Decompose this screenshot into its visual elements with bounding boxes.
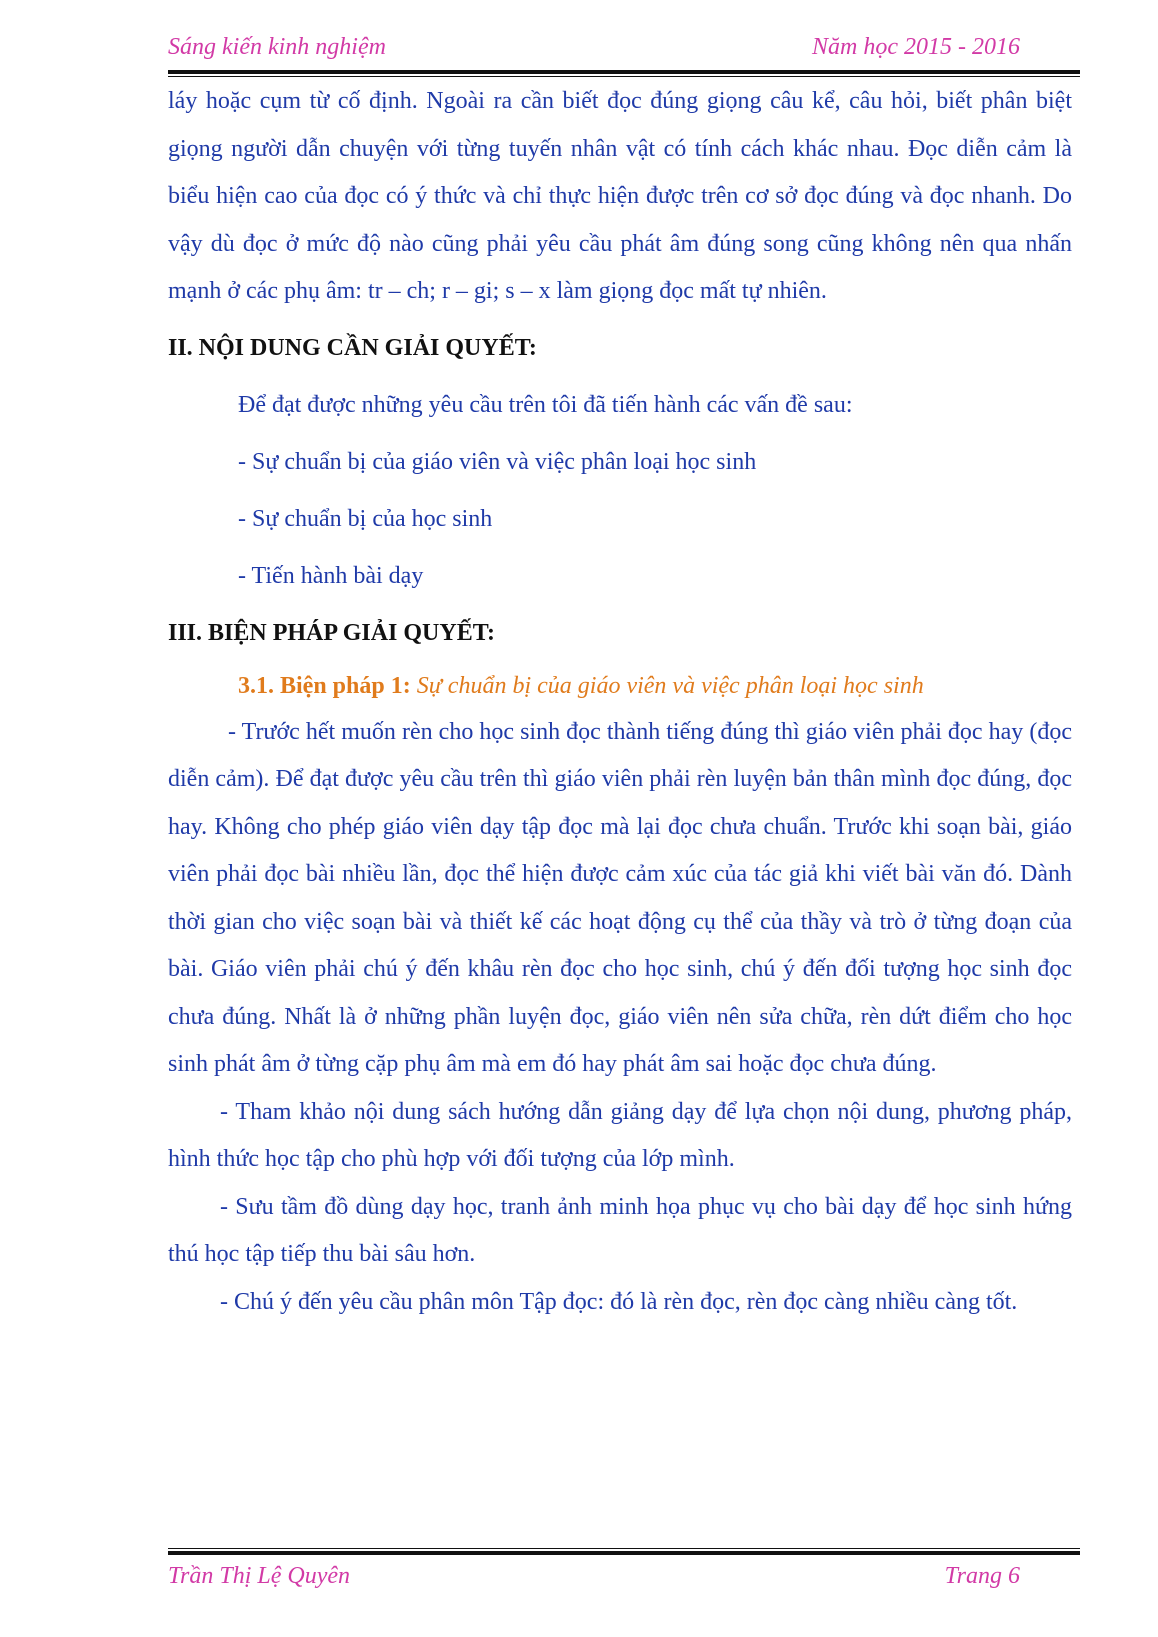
section-2-item: - Tiến hành bài dạy <box>238 562 424 589</box>
section-2-item: - Sự chuẩn bị của giáo viên và việc phân loại học sinh <box>238 448 757 475</box>
measure-1-title: Sự chuẩn bị của giáo viên và việc phân loại học sinh <box>416 672 924 699</box>
footer-author: Trần Thị Lệ Quyên <box>168 1563 351 1589</box>
intro-paragraph: láy hoặc cụm từ cố định. Ngoài ra cần biết đọc đúng giọng câu kể, câu hỏi, biết phân biệt giọng người dẫn chuyện với từng tuyến nhân vật có tính cách khác nhau. Đọc diễn cảm là biểu hiện cao của đọc có ý thức và chỉ thực hiện được trên cơ sở đọc đúng và đọc nhanh. Do vậy dù đọc ở mức độ nào cũng phải yêu cầu phát âm đúng song cũng không nên qua nhấn mạnh ở các phụ âm: tr – ch; r – gi; s – x làm giọng đọc mất tự nhiên. <box>168 88 1072 304</box>
footer-page-number: Trang 6 <box>944 1563 1020 1589</box>
header-title: Sáng kiến kinh nghiệm <box>168 34 386 60</box>
section-2-lead: Để đạt được những yêu cầu trên tôi đã tiến hành các vấn đề sau: <box>238 391 853 418</box>
footer-divider <box>168 1548 1080 1555</box>
page-footer <box>168 1563 1050 1590</box>
measure-1-paragraph: - Sưu tầm đồ dùng dạy học, tranh ảnh minh họa phục vụ cho bài dạy để học sinh hứng thú học tập tiếp thu bài sâu hơn. <box>168 1193 1072 1267</box>
measure-1-heading <box>238 663 1072 709</box>
page-body <box>168 78 1072 1326</box>
header-divider <box>168 70 1080 77</box>
measure-1-paragraph: - Tham khảo nội dung sách hướng dẫn giảng dạy để lựa chọn nội dung, phương pháp, hình thức học tập cho phù hợp với đối tượng của lớp mình. <box>168 1098 1072 1172</box>
measure-1-paragraph: - Trước hết muốn rèn cho học sinh đọc thành tiếng đúng thì giáo viên phải đọc hay (đọc diễn cảm). Để đạt được yêu cầu trên thì giáo viên phải rèn luyện bản thân mình đọc đúng, đọc hay. Không cho phép giáo viên dạy tập đọc mà lại đọc chưa chuẩn. Trước khi soạn bài, giáo viên phải đọc bài nhiều lần, đọc thể hiện được cảm xúc của tác giả khi viết bài văn đó. Dành thời gian cho việc soạn bài và thiết kế các hoạt động cụ thể của thầy và trò ở từng đoạn của bài. Giáo viên phải chú ý đến khâu rèn đọc cho học sinh, chú ý đến đối tượng học sinh đọc chưa đúng. Nhất là ở những phần luyện đọc, giáo viên nên sửa chữa, rèn dứt điểm cho học sinh phát âm ở từng cặp phụ âm mà em đó hay phát âm sai hoặc đọc chưa đúng. <box>168 718 1072 1077</box>
measure-1-paragraph: - Chú ý đến yêu cầu phân môn Tập đọc: đó là rèn đọc, rèn đọc càng nhiều càng tốt. <box>220 1288 1018 1315</box>
section-3-heading: III. BIỆN PHÁP GIẢI QUYẾT: <box>168 619 495 646</box>
page-header <box>168 34 1050 61</box>
header-school-year: Năm học 2015 - 2016 <box>812 34 1020 60</box>
section-2-item: - Sự chuẩn bị của học sinh <box>238 505 493 532</box>
section-2-heading: II. NỘI DUNG CẦN GIẢI QUYẾT: <box>168 334 537 361</box>
measure-1-number: 3.1. Biện pháp 1: <box>238 672 411 699</box>
